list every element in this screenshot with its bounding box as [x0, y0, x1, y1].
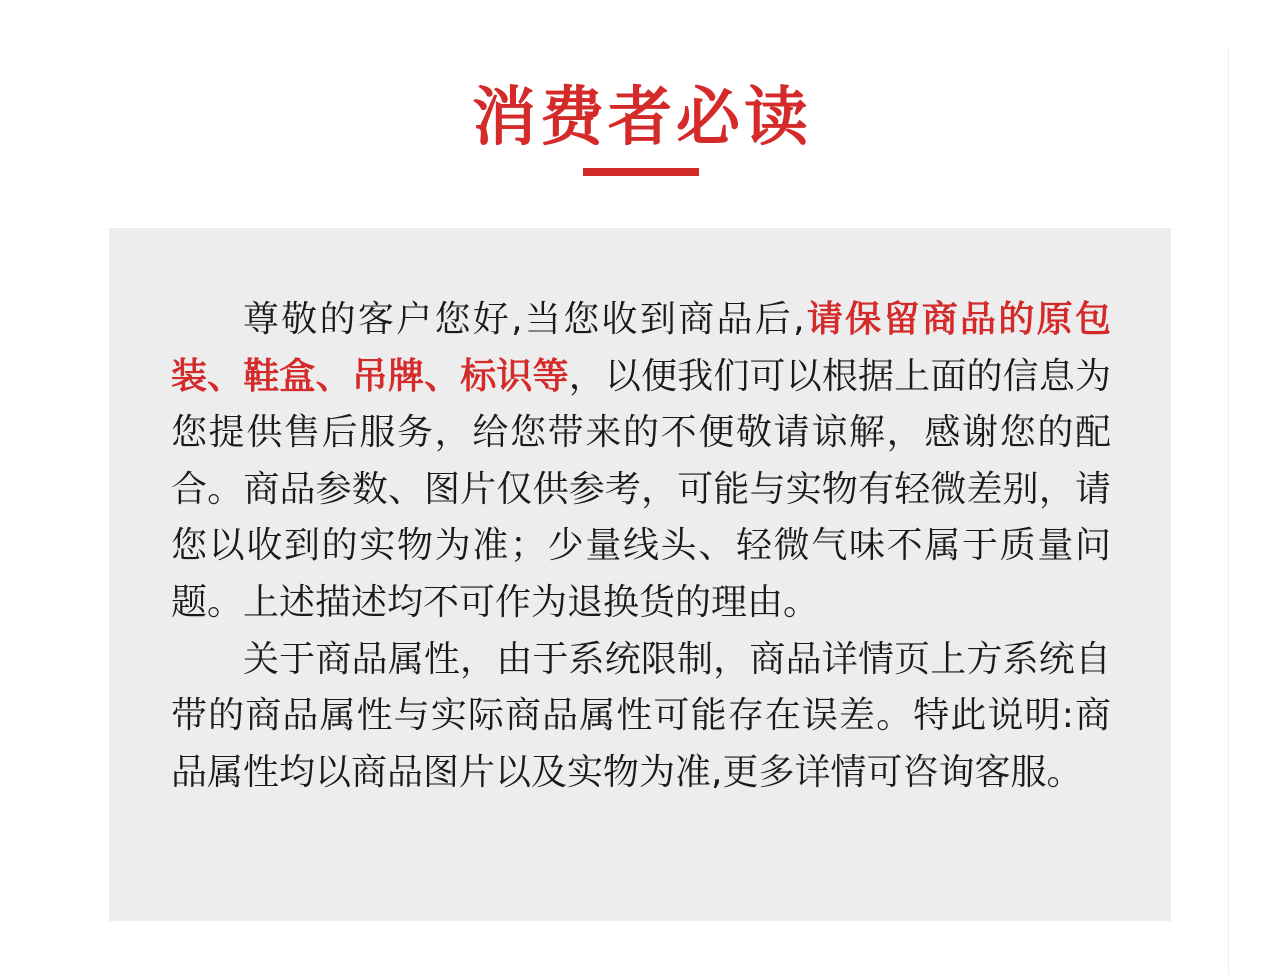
- notice-p1-highlight: 请保留商品的原包装、鞋盒、吊牌、标识等: [171, 299, 1111, 397]
- title-underline: [583, 168, 699, 176]
- page-title: 消费者必读: [472, 81, 812, 155]
- notice-p1-rest: ，以便我们可以根据上面的信息为您提供售后服务，给您带来的不便敬请谅解，感谢您的配合。商品参数、图片仅供参考，可能与实物有轻微差别，请您以收到的实物为准；少量线头、轻微气味不属于质量问题。上述描述均不可作为退换货的理由。: [171, 355, 1111, 623]
- notice-paragraph-2: 关于商品属性，由于系统限制，商品详情页上方系统自带的商品属性与实际商品属性可能存在误差。特此说明:商品属性均以商品图片以及实物为准,更多详情可咨询客服。: [171, 638, 1111, 793]
- notice-p1-lead: 尊敬的客户您好,当您收到商品后,: [243, 299, 805, 340]
- right-divider: [1228, 48, 1229, 974]
- notice-paragraph-1: [171, 292, 1111, 632]
- notice-text: [171, 292, 1111, 801]
